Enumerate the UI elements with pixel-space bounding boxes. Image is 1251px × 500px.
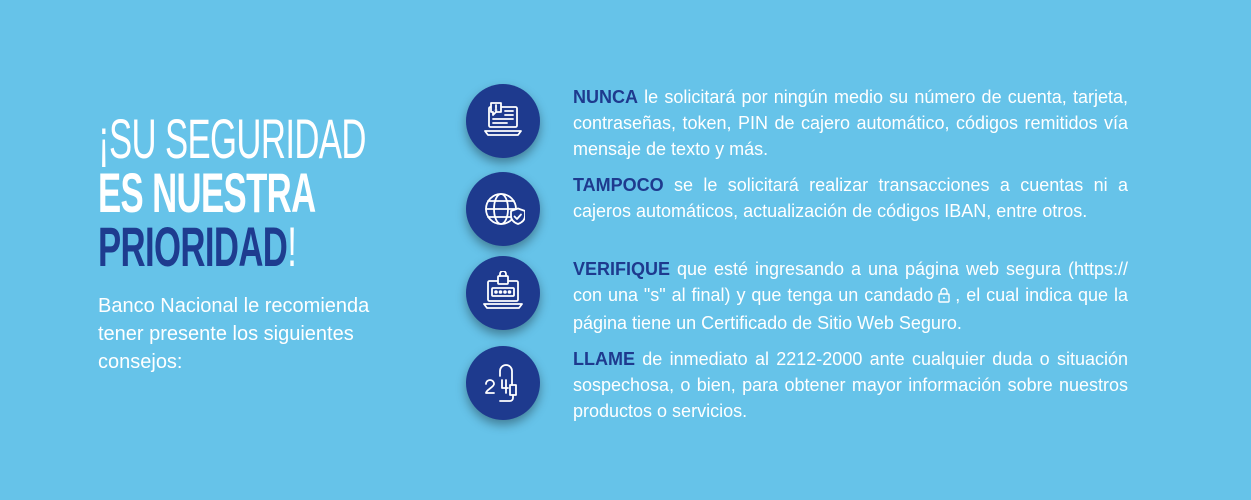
- tip-body: le solicitará por ningún medio su número de cuenta, tarjeta, contraseñas, token, PIN de cajero automático, códigos remitidos vía mensaje de texto y más.: [573, 87, 1128, 159]
- 24-hour-phone-icon: [466, 346, 540, 420]
- laptop-alert-icon: [466, 84, 540, 158]
- tip-nunca: [466, 84, 1146, 164]
- tip-verifique-text: [573, 256, 1128, 336]
- headline-line-3: [98, 215, 366, 278]
- tip-keyword: TAMPOCO: [573, 175, 664, 195]
- tip-llame-text: [573, 346, 1128, 424]
- headline-exclamation: !: [287, 215, 297, 278]
- headline-priority: PRIORIDAD: [98, 215, 288, 278]
- laptop-password-lock-icon: [466, 256, 540, 330]
- tip-body-before: que esté ingresando a una página web segura (https:// con una "s" al final) y que tenga un candado: [573, 259, 1128, 305]
- intro-text: Banco Nacional le recomienda tener presente los siguientes consejos:: [98, 295, 370, 373]
- tip-keyword: NUNCA: [573, 87, 638, 107]
- tip-body-after: , el cual indica que la página tiene un Certificado de Sitio Web Seguro.: [573, 285, 1128, 333]
- tip-keyword: LLAME: [573, 349, 635, 369]
- tip-tampoco-text: [573, 172, 1128, 224]
- tip-nunca-text: [573, 84, 1128, 162]
- tip-body: se le solicitará realizar transacciones a cuentas ni a cajeros automáticos, actualización de códigos IBAN, entre otros.: [573, 175, 1128, 221]
- headline-line-1: ¡SU SEGURIDAD: [98, 107, 366, 170]
- globe-shield-icon: [466, 172, 540, 246]
- padlock-icon: [937, 284, 951, 310]
- tip-keyword: VERIFIQUE: [573, 259, 671, 279]
- tip-verifique: [466, 256, 1146, 336]
- headline-line-2: ES NUESTRA: [98, 161, 316, 224]
- tip-body: de inmediato al 2212-2000 ante cualquier duda o situación sospechosa, o bien, para obtener mayor información sobre nuestros productos o servicios.: [573, 349, 1128, 421]
- tip-tampoco: [466, 172, 1146, 252]
- tip-llame: [466, 346, 1146, 426]
